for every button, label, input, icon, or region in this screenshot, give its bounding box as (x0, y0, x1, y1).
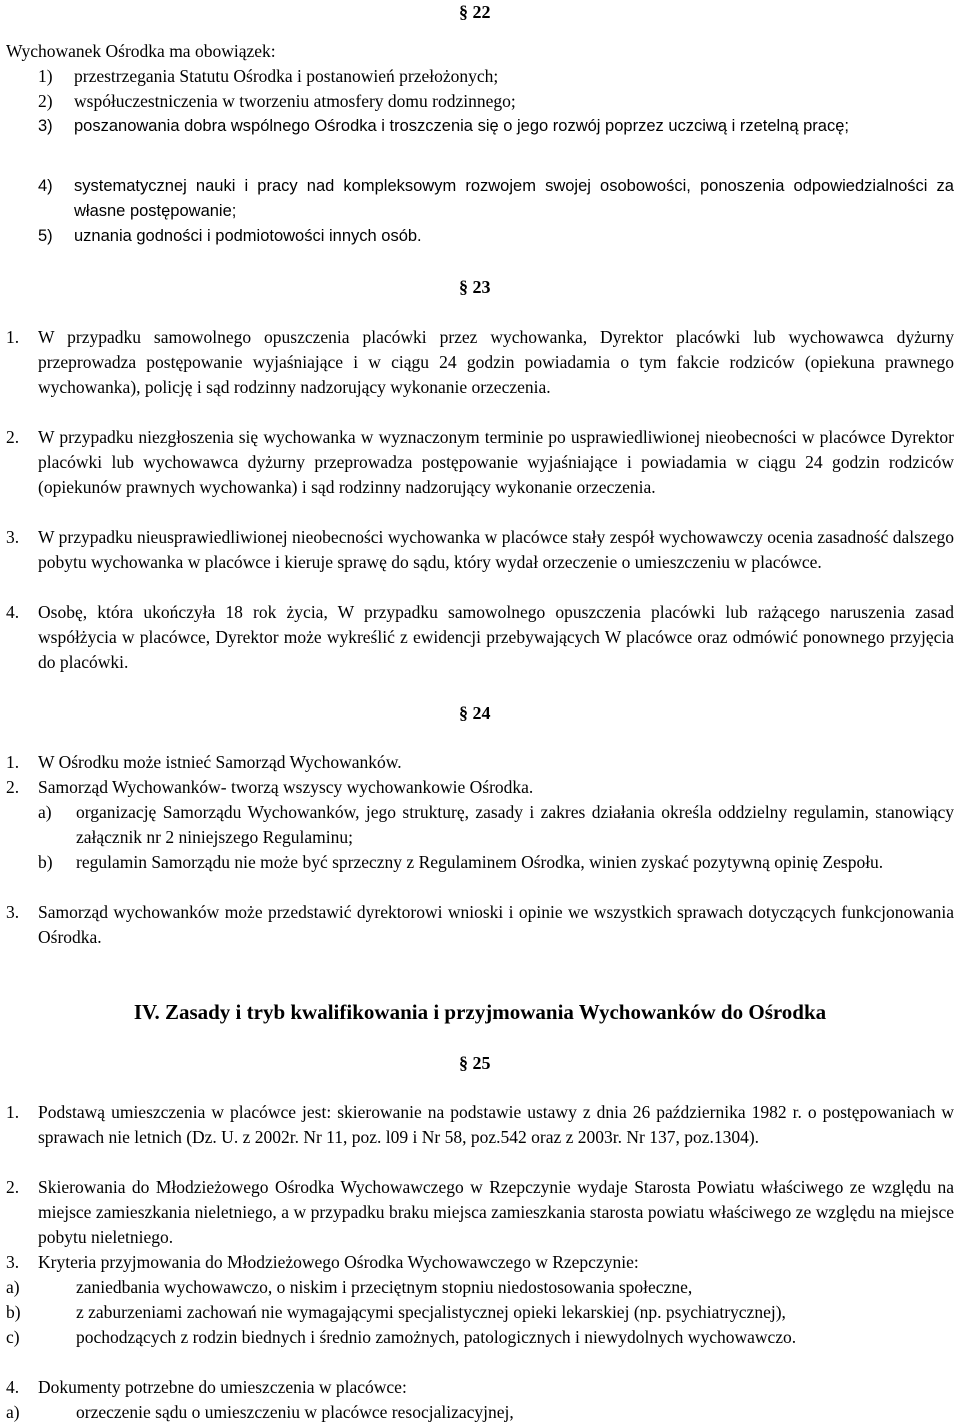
p25-item-4 (6, 1375, 954, 1400)
item-text: orzeczenie sądu o umieszczeniu w placówce resocjalizacyjnej, (76, 1402, 514, 1422)
item-text: W przypadku niezgłoszenia się wychowanka w wyznaczonym terminie po usprawiedliwionej nieobecności w placówce Dyrektor placówki lub wychowawca dyżurny przeprowadza postępowanie wyjaśniające i powiadamia w ciągu 24 godzin rodziców (opiekunów prawnych wychowanka) i sąd rodzinny nadzorujący wykonanie orzeczenia. (38, 427, 954, 497)
item-text: przestrzegania Statutu Ośrodka i postanowień przełożonych; (74, 66, 499, 86)
item-text: poszanowania dobra wspólnego Ośrodka i troszczenia się o jego rozwój poprzez uczciwą i rzetelną pracę; (74, 117, 849, 135)
p24-item-1 (6, 750, 954, 775)
item-number: 2. (6, 427, 20, 447)
item-number: 3. (6, 1252, 20, 1272)
item-text: regulamin Samorządu nie może być sprzeczny z Regulaminem Ośrodka, winien zyskać pozytywną opinię Zespołu. (76, 852, 884, 872)
item-text: pochodzących z rodzin biednych i średnio zamożnych, patologicznych i niewydolnych wychowawczo. (76, 1327, 797, 1347)
item-text: współuczestniczenia w tworzeniu atmosfery domu rodzinnego; (74, 91, 516, 111)
p22-item-5 (38, 224, 954, 249)
p23-item-3 (6, 525, 954, 575)
item-number: 3) (38, 117, 53, 135)
item-number: 1. (6, 752, 20, 772)
item-text: systematycznej nauki i pracy nad kompleksowym rozwojem swojej osobowości, ponoszenia odpowiedzialności za własne postępowanie; (74, 177, 954, 220)
item-number: 3. (6, 527, 20, 547)
item-text: zaniedbania wychowawczo, o niskim i przeciętnym stopniu niedostosowania społeczne, (76, 1277, 693, 1297)
item-text: Samorząd Wychowanków- tworzą wszyscy wychowankowie Ośrodka. (38, 777, 534, 797)
p23-item-1 (6, 325, 954, 400)
p25-item-1 (6, 1100, 954, 1150)
item-text: Podstawą umieszczenia w placówce jest: skierowanie na podstawie ustawy z dnia 26 października 1982 r. o postępowaniach w sprawach nie letnich (Dz. U. z 2002r. Nr 11, poz. l09 i Nr 58, poz.542 oraz z 2003r. Nr 137, poz.1304). (38, 1102, 954, 1147)
item-text: Samorząd wychowanków może przedstawić dyrektorowi wnioski i opinie we wszystkich sprawach dotyczących funkcjonowania Ośrodka. (38, 902, 954, 947)
item-text: W przypadku samowolnego opuszczenia placówki przez wychowanka, Dyrektor placówki lub wychowawca dyżurny przeprowadza postępowanie wyjaśniające i w ciągu 24 godzin powiadamia o tym fakcie rodziców (opiekuna prawnego wychowanka), policję i sąd rodzinny nadzorujący wykonanie orzeczenia. (38, 327, 954, 397)
p24-subitem-a (38, 800, 954, 850)
item-text: Dokumenty potrzebne do umieszczenia w placówce: (38, 1377, 407, 1397)
p25-subitem-c (6, 1325, 954, 1350)
item-number: b) (6, 1302, 21, 1322)
item-number: 4. (6, 602, 20, 622)
item-text: uznania godności i podmiotowości innych osób. (74, 227, 422, 245)
p25-subitem-a2 (6, 1400, 954, 1425)
item-number: 2. (6, 777, 20, 797)
p23-item-4 (6, 600, 954, 675)
item-number: 4. (6, 1377, 20, 1397)
item-text: Skierowania do Młodzieżowego Ośrodka Wychowawczego w Rzepczynie wydaje Starosta Powiatu właściwego ze względu na miejsce zamieszkania nieletniego, a w przypadku braku miejsca zamieszkania starosta powiatu właściwego ze względu na miejsce pobytu nieletniego. (38, 1177, 954, 1247)
item-text: organizację Samorządu Wychowanków, jego strukturę, zasady i zakres działania określa oddzielny regulamin, stanowiący załącznik nr 2 niniejszego Regulaminu; (76, 802, 954, 847)
item-number: c) (6, 1327, 20, 1347)
item-text: W Ośrodku może istnieć Samorząd Wychowanków. (38, 752, 402, 772)
item-number: 4) (38, 177, 53, 195)
item-number: 2. (6, 1177, 20, 1197)
section-heading-24: § 24 (459, 703, 491, 723)
item-text: Kryteria przyjmowania do Młodzieżowego Ośrodka Wychowawczego w Rzepczynie: (38, 1252, 639, 1272)
p24-subitem-b (38, 850, 954, 875)
p25-item-3 (6, 1250, 954, 1275)
item-text: W przypadku nieusprawiedliwionej nieobecności wychowanka w placówce stały zespół wychowawczy ocenia zasadność dalszego pobytu wychowanka w placówce i kieruje sprawę do sądu, który wydał orzeczenie o umieszczeniu w placówce. (38, 527, 954, 572)
p22-item-1 (38, 64, 954, 89)
p22-item-2 (38, 89, 954, 114)
section-heading-23: § 23 (459, 277, 491, 297)
item-number: 3. (6, 902, 20, 922)
item-text: Osobę, która ukończyła 18 rok życia, W przypadku samowolnego opuszczenia placówki lub rażącego naruszenia zasad współżycia w placówce, Dyrektor może wykreślić z ewidencji przebywających W placówce oraz odmówić ponownego przyjęcia do placówki. (38, 602, 954, 672)
item-number: 1. (6, 327, 20, 347)
p25-subitem-a (6, 1275, 954, 1300)
section-heading-22: § 22 (459, 2, 491, 22)
p25-subitem-b (6, 1300, 954, 1325)
p23-item-2 (6, 425, 954, 500)
item-number: a) (6, 1402, 20, 1422)
section-heading-25: § 25 (459, 1053, 491, 1073)
p22-item-4 (38, 174, 954, 224)
item-number: 1) (38, 66, 53, 86)
item-number: b) (38, 852, 53, 872)
p24-item-2 (6, 775, 954, 800)
item-number: a) (38, 802, 52, 822)
chapter-heading: IV. Zasady i tryb kwalifikowania i przyjmowania Wychowanków do Ośrodka (133, 1000, 827, 1024)
item-number: 5) (38, 227, 53, 245)
p22-item-3 (38, 114, 954, 139)
p22-intro: Wychowanek Ośrodka ma obowiązek: (6, 41, 276, 61)
p24-item-3 (6, 900, 954, 950)
item-number: 2) (38, 91, 53, 111)
item-text: z zaburzeniami zachowań nie wymagającymi specjalistycznej opieki lekarskiej (np. psychiatrycznej), (76, 1302, 786, 1322)
item-number: a) (6, 1277, 20, 1297)
p25-item-2 (6, 1175, 954, 1250)
item-number: 1. (6, 1102, 20, 1122)
